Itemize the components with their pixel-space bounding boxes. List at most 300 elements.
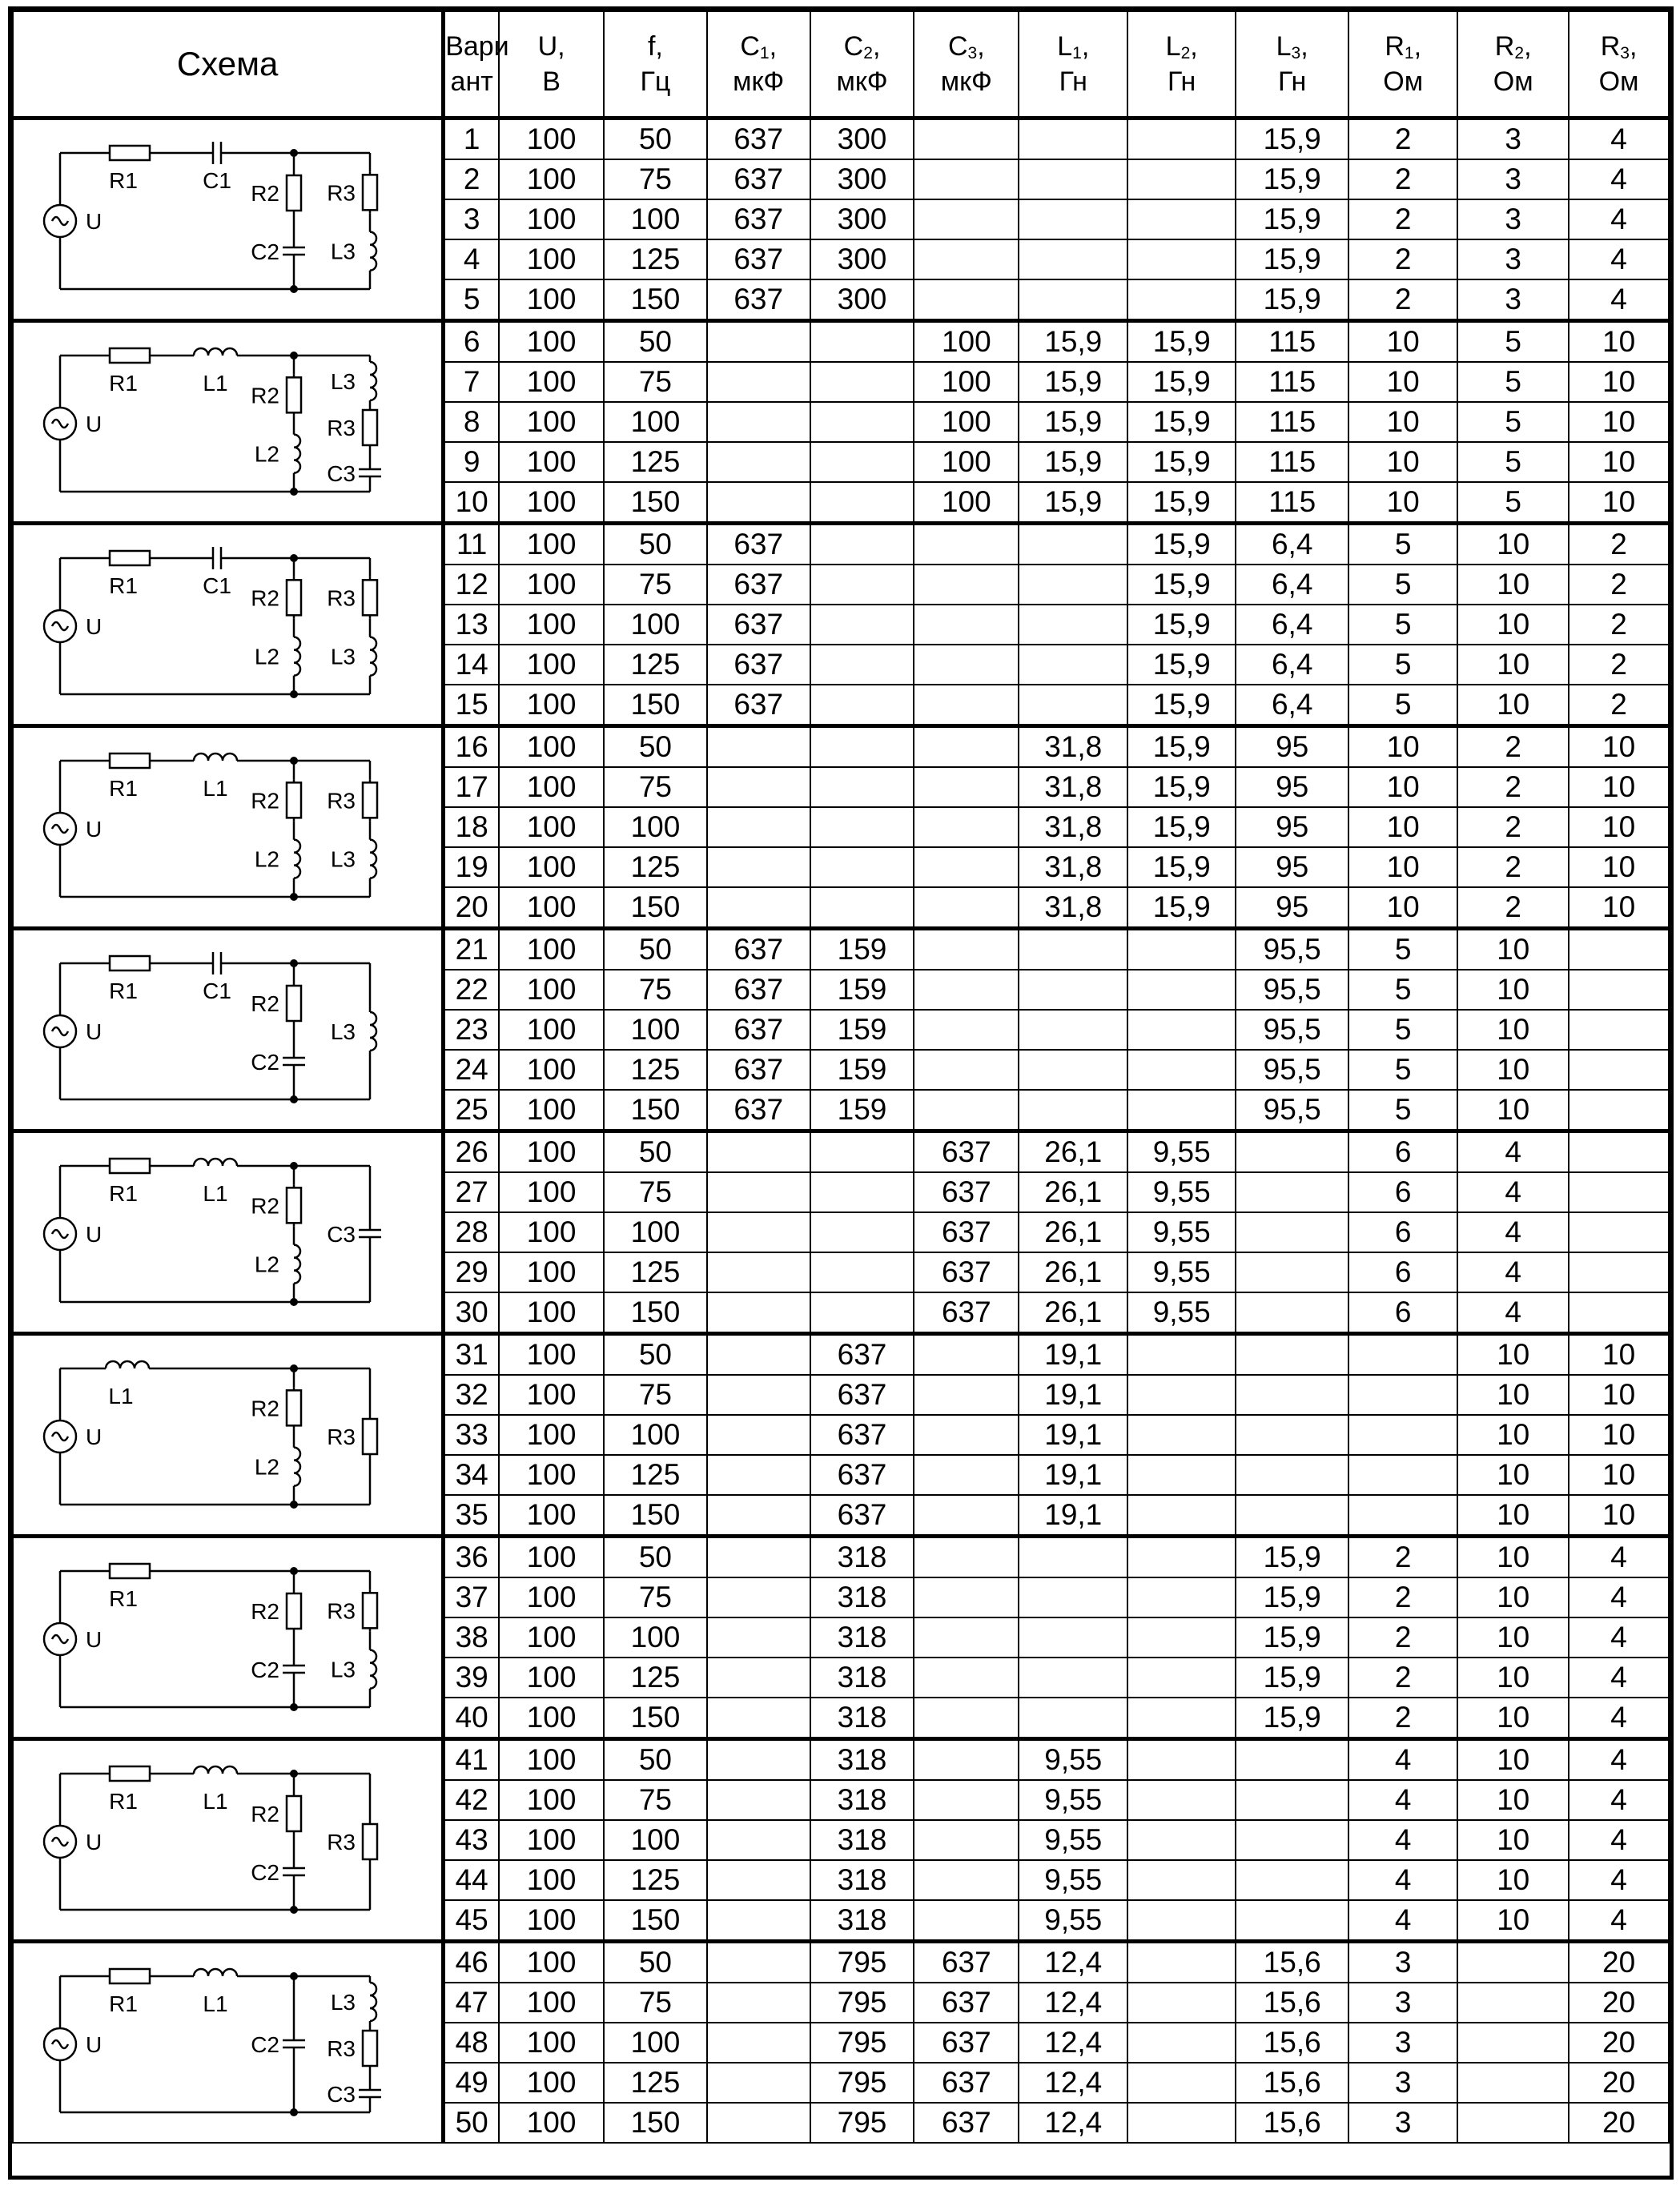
- ac-source-icon: [44, 813, 76, 845]
- table-cell: [1236, 1375, 1348, 1415]
- table-cell: 6,4: [1236, 605, 1348, 645]
- branch-c2: [283, 1043, 305, 1080]
- circuit-diagram: [14, 1539, 435, 1736]
- table-cell: 31,8: [1019, 807, 1127, 847]
- table-cell: 20: [1569, 2063, 1669, 2103]
- label-r3: R3: [327, 1830, 356, 1854]
- table-cell: 3: [1457, 239, 1569, 279]
- variant-number-cell: 8: [444, 402, 500, 442]
- table-cell: [810, 807, 914, 847]
- table-cell: 5: [1348, 685, 1457, 726]
- table-cell: [707, 1212, 810, 1252]
- variant-number-cell: 37: [444, 1577, 500, 1617]
- table-cell: [1127, 239, 1236, 279]
- table-cell: 100: [604, 1617, 707, 1658]
- table-cell: 12,4: [1019, 1983, 1127, 2023]
- table-cell: 10: [1457, 1698, 1569, 1739]
- table-cell: [1019, 565, 1127, 605]
- branch-c2: [283, 2026, 305, 2063]
- table-cell: 26,1: [1019, 1252, 1127, 1292]
- table-cell: 100: [499, 524, 604, 565]
- label-r2: R2: [251, 1396, 279, 1421]
- source-label: U: [86, 1425, 102, 1449]
- table-cell: 31,8: [1019, 847, 1127, 887]
- variant-number-cell: 25: [444, 1090, 500, 1131]
- table-cell: 75: [604, 159, 707, 199]
- variant-number-cell: 23: [444, 1010, 500, 1050]
- table-cell: 5: [1348, 605, 1457, 645]
- table-cell: [914, 970, 1019, 1010]
- table-row: [13, 119, 1669, 160]
- table-cell: [914, 1820, 1019, 1860]
- table-cell: 100: [499, 1252, 604, 1292]
- table-row: [13, 1334, 1669, 1376]
- variant-number-cell: 44: [444, 1860, 500, 1900]
- label-l2: L2: [254, 441, 279, 467]
- table-cell: 100: [914, 402, 1019, 442]
- series-r1: [106, 348, 154, 363]
- table-cell: 100: [499, 807, 604, 847]
- variant-number-cell: 4: [444, 239, 500, 279]
- table-cell: 15,9: [1127, 767, 1236, 807]
- table-cell: 100: [499, 119, 604, 160]
- table-cell: [1236, 1252, 1348, 1292]
- table-cell: 637: [810, 1495, 914, 1537]
- header-schema: Схема: [13, 11, 444, 119]
- table-cell: [810, 605, 914, 645]
- table-cell: [1019, 1577, 1127, 1617]
- table-cell: [1127, 970, 1236, 1010]
- table-cell: 125: [604, 645, 707, 685]
- series-r1: [106, 1159, 154, 1173]
- table-cell: 15,9: [1236, 1577, 1348, 1617]
- table-cell: [914, 1860, 1019, 1900]
- table-cell: 637: [707, 239, 810, 279]
- table-cell: [1019, 159, 1127, 199]
- variant-number-cell: 5: [444, 279, 500, 321]
- table-cell: 150: [604, 685, 707, 726]
- table-cell: 20: [1569, 2103, 1669, 2143]
- table-cell: 15,9: [1127, 685, 1236, 726]
- table-cell: [1236, 1292, 1348, 1334]
- table-cell: 4: [1569, 1860, 1669, 1900]
- table-cell: 100: [499, 1537, 604, 1578]
- variant-number-cell: 39: [444, 1658, 500, 1698]
- branch-l2: [294, 435, 300, 473]
- table-cell: 318: [810, 1820, 914, 1860]
- table-cell: [914, 1375, 1019, 1415]
- table-cell: 100: [499, 1212, 604, 1252]
- table-cell: 10: [1457, 1375, 1569, 1415]
- table-cell: 159: [810, 929, 914, 970]
- table-cell: 10: [1457, 524, 1569, 565]
- table-cell: 15,6: [1236, 2103, 1348, 2143]
- variant-number-cell: 21: [444, 929, 500, 970]
- table-cell: 75: [604, 1983, 707, 2023]
- table-cell: 100: [604, 402, 707, 442]
- table-cell: [1127, 1334, 1236, 1376]
- table-cell: 100: [499, 1415, 604, 1455]
- circuit-diagram: [14, 526, 435, 723]
- table-cell: [707, 807, 810, 847]
- table-cell: 150: [604, 887, 707, 929]
- label-l2: L2: [254, 1454, 279, 1480]
- table-cell: 9,55: [1019, 1820, 1127, 1860]
- series-l1: [194, 1766, 237, 1774]
- table-cell: 75: [604, 1577, 707, 1617]
- table-cell: 31,8: [1019, 887, 1127, 929]
- table-cell: 50: [604, 726, 707, 768]
- branch-r2: [287, 1590, 301, 1632]
- table-cell: [1348, 1375, 1457, 1415]
- table-cell: 637: [707, 645, 810, 685]
- table-cell: 318: [810, 1537, 914, 1578]
- schema-cell: [13, 524, 444, 726]
- table-cell: 4: [1457, 1252, 1569, 1292]
- variant-number-cell: 36: [444, 1537, 500, 1578]
- table-cell: [707, 1983, 810, 2023]
- table-cell: 6: [1348, 1252, 1457, 1292]
- table-cell: 15,9: [1236, 159, 1348, 199]
- table-cell: [1019, 524, 1127, 565]
- table-cell: [914, 767, 1019, 807]
- label-l3: L3: [330, 239, 356, 264]
- table-cell: [707, 1780, 810, 1820]
- table-cell: 150: [604, 2103, 707, 2143]
- variant-number-cell: 50: [444, 2103, 500, 2143]
- table-cell: 2: [1348, 1577, 1457, 1617]
- table-cell: 20: [1569, 1983, 1669, 2023]
- table-cell: 10: [1569, 1334, 1669, 1376]
- table-cell: 125: [604, 1658, 707, 1698]
- table-cell: 10: [1348, 402, 1457, 442]
- table-row: [13, 929, 1669, 970]
- table-cell: 100: [604, 1212, 707, 1252]
- table-cell: 100: [499, 1617, 604, 1658]
- table-cell: 100: [499, 605, 604, 645]
- table-cell: 5: [1457, 362, 1569, 402]
- table-cell: 10: [1457, 1658, 1569, 1698]
- branch-c3: [359, 455, 381, 492]
- table-cell: 15,9: [1127, 321, 1236, 363]
- table-cell: [810, 887, 914, 929]
- table-cell: 10: [1457, 1900, 1569, 1942]
- table-cell: 100: [499, 1495, 604, 1537]
- variant-number-cell: 35: [444, 1495, 500, 1537]
- header-param-7: $L_3$, Гн: [1236, 11, 1348, 119]
- table-cell: 4: [1348, 1900, 1457, 1942]
- table-cell: 95: [1236, 807, 1348, 847]
- table-cell: 10: [1569, 767, 1669, 807]
- source-label: U: [86, 1019, 102, 1044]
- series-r1: [106, 1969, 154, 1983]
- table-cell: [1236, 1334, 1348, 1376]
- table-cell: 100: [499, 1334, 604, 1376]
- table-cell: 15,9: [1127, 605, 1236, 645]
- table-row: [13, 1942, 1669, 1983]
- table-cell: 4: [1569, 1820, 1669, 1860]
- branch-c2: [283, 233, 305, 270]
- table-cell: 10: [1457, 1455, 1569, 1495]
- table-cell: [707, 1820, 810, 1860]
- table-cell: 2: [1457, 887, 1569, 929]
- table-cell: 795: [810, 2063, 914, 2103]
- table-cell: 637: [707, 605, 810, 645]
- branch-r3: [363, 779, 377, 821]
- label-l3: L3: [330, 644, 356, 669]
- table-cell: [707, 887, 810, 929]
- table-cell: [914, 1617, 1019, 1658]
- header-param-3: $C_2$, мкФ: [810, 11, 914, 119]
- source-label: U: [86, 817, 102, 842]
- table-cell: 637: [707, 1090, 810, 1131]
- table-cell: 125: [604, 1252, 707, 1292]
- branch-l3: [370, 362, 376, 400]
- table-cell: 637: [707, 199, 810, 239]
- table-cell: 4: [1569, 1698, 1669, 1739]
- table-cell: 637: [707, 279, 810, 321]
- table-cell: 10: [1569, 482, 1669, 524]
- table-cell: [1457, 1983, 1569, 2023]
- table-cell: 10: [1457, 1820, 1569, 1860]
- header-param-10: $R_3$, Ом: [1569, 11, 1669, 119]
- series-r1: [106, 1564, 154, 1578]
- header-row: [13, 11, 1669, 119]
- table-cell: 300: [810, 159, 914, 199]
- table-cell: 10: [1457, 605, 1569, 645]
- table-cell: [1569, 1090, 1669, 1131]
- table-cell: 5: [1457, 402, 1569, 442]
- table-cell: 6,4: [1236, 565, 1348, 605]
- table-cell: [914, 199, 1019, 239]
- table-cell: 318: [810, 1860, 914, 1900]
- table-cell: [707, 1698, 810, 1739]
- table-cell: 15,9: [1019, 402, 1127, 442]
- table-cell: 15,9: [1127, 482, 1236, 524]
- table-cell: 100: [499, 970, 604, 1010]
- table-cell: [707, 1415, 810, 1455]
- table-cell: 95: [1236, 887, 1348, 929]
- table-cell: [707, 402, 810, 442]
- table-cell: 5: [1348, 1050, 1457, 1090]
- label-l3: L3: [330, 1657, 356, 1682]
- branch-c3: [359, 2075, 381, 2112]
- table-cell: [1127, 2063, 1236, 2103]
- table-cell: [810, 565, 914, 605]
- table-cell: 3: [1348, 2103, 1457, 2143]
- table-cell: 5: [1348, 524, 1457, 565]
- variant-number-cell: 46: [444, 1942, 500, 1983]
- table-cell: 637: [707, 524, 810, 565]
- table-cell: 100: [499, 1780, 604, 1820]
- table-cell: 300: [810, 199, 914, 239]
- table-cell: 3: [1457, 199, 1569, 239]
- table-cell: 100: [499, 1860, 604, 1900]
- table-cell: 15,9: [1236, 1698, 1348, 1739]
- table-cell: 9,55: [1019, 1780, 1127, 1820]
- table-cell: [707, 1860, 810, 1900]
- table-cell: 100: [499, 239, 604, 279]
- source-label: U: [86, 412, 102, 436]
- table-cell: [1457, 1942, 1569, 1983]
- table-cell: 125: [604, 1860, 707, 1900]
- branch-r3: [363, 1416, 377, 1457]
- branch-l2: [294, 1245, 300, 1284]
- branch-r3: [363, 1821, 377, 1863]
- table-cell: [1019, 645, 1127, 685]
- table-cell: 795: [810, 2023, 914, 2063]
- table-cell: 50: [604, 1334, 707, 1376]
- table-cell: 10: [1569, 402, 1669, 442]
- label-r3: R3: [327, 585, 356, 611]
- ac-source-icon: [44, 1826, 76, 1858]
- table-cell: 100: [499, 279, 604, 321]
- table-cell: 75: [604, 970, 707, 1010]
- variant-number-cell: 12: [444, 565, 500, 605]
- table-cell: 300: [810, 279, 914, 321]
- table-cell: 15,9: [1236, 199, 1348, 239]
- table-cell: [810, 362, 914, 402]
- table-cell: 50: [604, 1131, 707, 1173]
- table-cell: 5: [1348, 645, 1457, 685]
- schema-cell: [13, 1537, 444, 1739]
- table-cell: 10: [1348, 767, 1457, 807]
- table-cell: 10: [1348, 362, 1457, 402]
- schema-cell: [13, 1131, 444, 1334]
- label-c2: C2: [251, 1050, 279, 1075]
- table-cell: [1127, 1739, 1236, 1781]
- table-cell: 75: [604, 362, 707, 402]
- table-cell: [1127, 2023, 1236, 2063]
- label-r2: R2: [251, 585, 279, 611]
- variant-number-cell: 41: [444, 1739, 500, 1781]
- table-cell: 3: [1348, 1983, 1457, 2023]
- table-cell: 100: [499, 442, 604, 482]
- source-label: U: [86, 2032, 102, 2057]
- label-r1: R1: [109, 1991, 138, 2016]
- table-cell: 10: [1569, 1495, 1669, 1537]
- table-row: [13, 1537, 1669, 1578]
- table-cell: 10: [1457, 645, 1569, 685]
- table-cell: [810, 726, 914, 768]
- circuit-diagram: [14, 931, 435, 1128]
- table-cell: 15,9: [1236, 1658, 1348, 1698]
- table-cell: 15,9: [1127, 442, 1236, 482]
- table-cell: 5: [1457, 482, 1569, 524]
- table-cell: 4: [1569, 1658, 1669, 1698]
- table-cell: 637: [914, 2023, 1019, 2063]
- table-cell: 10: [1348, 442, 1457, 482]
- table-cell: 100: [604, 1820, 707, 1860]
- table-cell: 100: [499, 2063, 604, 2103]
- table-cell: [1127, 1617, 1236, 1658]
- table-cell: [1127, 1010, 1236, 1050]
- table-cell: 2: [1457, 726, 1569, 768]
- table-cell: 100: [499, 685, 604, 726]
- table-cell: [810, 524, 914, 565]
- table-cell: 15,9: [1127, 807, 1236, 847]
- table-cell: [914, 645, 1019, 685]
- table-cell: 318: [810, 1900, 914, 1942]
- table-cell: [1127, 1050, 1236, 1090]
- table-cell: 75: [604, 1375, 707, 1415]
- branch-c2: [283, 1854, 305, 1891]
- label-r1: R1: [109, 776, 138, 801]
- table-cell: 50: [604, 1739, 707, 1781]
- table-cell: 637: [707, 159, 810, 199]
- table-cell: 5: [1348, 1090, 1457, 1131]
- header-param-5: $L_1$, Гн: [1019, 11, 1127, 119]
- table-cell: 637: [707, 1050, 810, 1090]
- table-cell: 125: [604, 239, 707, 279]
- table-cell: [1019, 1050, 1127, 1090]
- table-cell: [1127, 1698, 1236, 1739]
- table-cell: 15,9: [1019, 321, 1127, 363]
- table-cell: 10: [1457, 1617, 1569, 1658]
- table-cell: 4: [1569, 239, 1669, 279]
- table-cell: [1127, 199, 1236, 239]
- table-cell: 4: [1348, 1739, 1457, 1781]
- table-cell: [1019, 279, 1127, 321]
- table-cell: 100: [499, 199, 604, 239]
- schema-cell: [13, 119, 444, 321]
- table-cell: 637: [810, 1455, 914, 1495]
- table-cell: 6,4: [1236, 645, 1348, 685]
- table-cell: 10: [1457, 1415, 1569, 1455]
- table-cell: [1569, 1212, 1669, 1252]
- table-cell: 100: [499, 482, 604, 524]
- label-l3: L3: [330, 1019, 356, 1044]
- table-cell: 10: [1569, 1455, 1669, 1495]
- label-r3: R3: [327, 2036, 356, 2061]
- label-r1: R1: [109, 573, 138, 598]
- table-cell: [1127, 279, 1236, 321]
- table-cell: 95: [1236, 847, 1348, 887]
- table-cell: 4: [1348, 1820, 1457, 1860]
- table-cell: [1569, 1252, 1669, 1292]
- table-cell: [914, 685, 1019, 726]
- variant-number-cell: 15: [444, 685, 500, 726]
- table-cell: [914, 1780, 1019, 1820]
- table-cell: 10: [1457, 1495, 1569, 1537]
- table-cell: [1236, 1739, 1348, 1781]
- table-cell: 3: [1348, 2023, 1457, 2063]
- table-cell: 2: [1457, 807, 1569, 847]
- table-cell: 318: [810, 1780, 914, 1820]
- variant-number-cell: 42: [444, 1780, 500, 1820]
- table-cell: 10: [1457, 929, 1569, 970]
- table-cell: 150: [604, 1900, 707, 1942]
- variant-number-cell: 40: [444, 1698, 500, 1739]
- branch-r2: [287, 779, 301, 821]
- table-cell: [1127, 2103, 1236, 2143]
- table-cell: 15,9: [1236, 239, 1348, 279]
- table-cell: [914, 239, 1019, 279]
- table-cell: [1569, 1010, 1669, 1050]
- table-cell: [810, 482, 914, 524]
- table-cell: 100: [499, 1292, 604, 1334]
- table-cell: [810, 847, 914, 887]
- branch-r3: [363, 2027, 377, 2069]
- table-cell: 2: [1569, 685, 1669, 726]
- table-cell: 100: [914, 362, 1019, 402]
- table-cell: 100: [499, 1050, 604, 1090]
- table-cell: 9,55: [1127, 1131, 1236, 1173]
- variant-number-cell: 28: [444, 1212, 500, 1252]
- series-l1: [194, 1159, 237, 1166]
- table-cell: [1019, 1658, 1127, 1698]
- table-cell: 100: [499, 565, 604, 605]
